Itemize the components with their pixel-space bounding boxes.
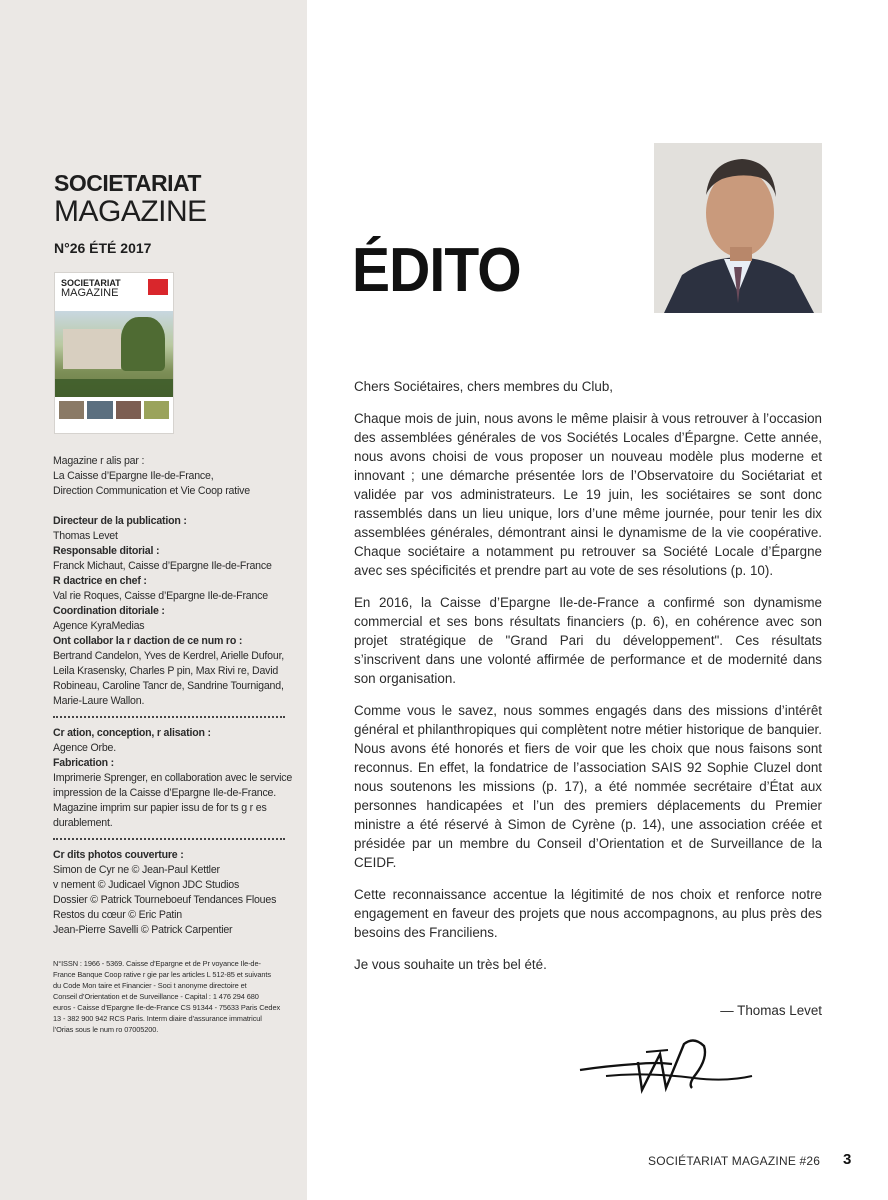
credit-value: Jean-Pierre Savelli © Patrick Carpentier: [53, 924, 233, 936]
credit-realise-line: Direction Communication et Vie Coop rative: [53, 485, 250, 497]
cover-caption-band: [55, 379, 173, 397]
cover-title-1: SOCIETARIAT: [61, 278, 121, 288]
credits-block: [53, 454, 293, 938]
credit-realise-line: La Caisse d’Epargne Ile-de-France,: [53, 470, 214, 482]
credit-value: impression de la Caisse d’Epargne Ile-de-France.: [53, 787, 276, 799]
legal-line: du Code Mon taire et Financier - Soci t anonyme directoire et: [53, 981, 247, 990]
credit-label: Cr ation, conception, r alisation :: [53, 727, 211, 739]
issue-number: N°26 ÉTÉ 2017: [54, 240, 152, 256]
credit-value: Magazine imprim sur papier issu de for ts g r es: [53, 802, 267, 814]
credit-label: Responsable ditorial :: [53, 545, 160, 557]
credit-value: v nement © Judicael Vignon JDC Studios: [53, 879, 240, 891]
credit-value: durablement.: [53, 817, 113, 829]
masthead-line-1: SOCIETARIAT: [54, 170, 201, 196]
page-number: 3: [843, 1151, 852, 1168]
masthead-line-2: MAGAZINE: [54, 195, 207, 228]
cover-logo-icon: [148, 279, 168, 295]
credit-label: R dactrice en chef :: [53, 575, 147, 587]
credit-label: Coordination ditoriale :: [53, 605, 165, 617]
credit-value: Agence KyraMedias: [53, 620, 145, 632]
editorial-body: [354, 377, 822, 987]
editorial-paragraph: En 2016, la Caisse d’Epargne Ile-de-France a confirmé son dynamisme commercial et ses bons résultats financiers (p. 6), en cohérence avec son projet stratégique de "Grand Pari du développement". Ces résultats s’inscrivent dans une volonté affirmée de performance et de modernité dans son organisation.: [354, 595, 822, 686]
credit-value: Leila Krasensky, Charles P pin, Max Rivi re, David: [53, 665, 279, 677]
credit-value: Franck Michaut, Caisse d’Epargne Ile-de-France: [53, 560, 272, 572]
credit-value: Thomas Levet: [53, 530, 118, 542]
legal-line: euros - Caisse d’Epargne Ile-de-France CS 91344 - 75633 Paris Cedex: [53, 1003, 281, 1012]
editorial-paragraph: Comme vous le savez, nous sommes engagés dans des missions d’intérêt général et philanthropiques qui complètent notre métier historique de banquier. Nous avons été honorés et fiers de voir que les choix que nous faisons sont reconnus. En effet, la fondatrice de l’association SAIS 92 Sophie Cluzel dont nous soutenons les missions (p. 17), a été nommée secrétaire d’État aux personnes handicapées et l’un des premiers déplacements du Premier ministre a été réservé à Simon de Cyrène (p. 14), une association créée et présidée par un membre du Conseil d’Orientation et de Surveillance de la CEIDF.: [354, 703, 822, 870]
author-portrait: [654, 143, 822, 313]
author-signoff: — Thomas Levet: [720, 1003, 822, 1018]
cover-title-2: MAGAZINE: [61, 287, 119, 299]
magazine-masthead: [54, 172, 207, 227]
editorial-paragraph: Chaque mois de juin, nous avons le même plaisir à vous retrouver à l’occasion des assemblées générales de vos Sociétés Locales d’Épargne. Cette année, nous avons choisi de vous proposer un nouveau modèle plus moderne et innovant ; une démarche présentée lors de l’Observatoire du Sociétariat et validée par vos administrateurs. Le 19 juin, les sociétaires se sont donc rassemblés dans un lieu unique, lors d’une même journée, pour tenir les dix assemblées générales, démontrant ainsi le dynamisme de la vie coopérative. Chaque sociétaire a notamment pu retrouver sa Société Locale d’Épargne avec ses spécificités et prendre part au vote de ses résolutions (p. 10).: [354, 411, 822, 578]
legal-line: France Banque Coop rative r gie par les articles L 512-85 et suivants: [53, 970, 271, 979]
credit-value: Bertrand Candelon, Yves de Kerdrel, Arielle Dufour,: [53, 650, 285, 662]
editorial-salutation: Chers Sociétaires, chers membres du Club,: [354, 379, 613, 394]
dotted-divider: [53, 716, 285, 718]
editorial-paragraph: Cette reconnaissance accentue la légitimité de nos choix et renforce notre engagement en faveur des projets que nous accompagnons, au plus près des besoins des Franciliens.: [354, 887, 822, 940]
legal-notice: [53, 958, 288, 1035]
footer-magazine-name: SOCIÉTARIAT MAGAZINE #26: [648, 1154, 821, 1168]
legal-line: Conseil d’Orientation et de Surveillance - Capital : 1 476 294 680: [53, 992, 259, 1001]
credit-value: Val rie Roques, Caisse d’Epargne Ile-de-France: [53, 590, 268, 602]
credit-value: Marie-Laure Wallon.: [53, 695, 145, 707]
credit-label: Fabrication :: [53, 757, 114, 769]
credit-label: Ont collabor la r daction de ce num ro :: [53, 635, 243, 647]
credit-value: Imprimerie Sprenger, en collaboration avec le service: [53, 772, 293, 784]
credit-label: Cr dits photos couverture :: [53, 849, 184, 861]
credit-value: Restos du cœur © Eric Patin: [53, 909, 182, 921]
credit-value: Robineau, Caroline Tancr de, Sandrine Tournigand,: [53, 680, 284, 692]
signature-icon: [576, 1032, 756, 1096]
dotted-divider: [53, 838, 285, 840]
credit-value: Simon de Cyr ne © Jean-Paul Kettler: [53, 864, 220, 876]
cover-thumbs: [59, 401, 169, 419]
legal-line: l’Orias sous le num ro 07005200.: [53, 1025, 159, 1034]
legal-line: 13 - 382 900 942 RCS Paris. Interm diaire d’assurance immatricul: [53, 1014, 262, 1023]
cover-thumbnail: [54, 272, 174, 434]
credit-realise-label: Magazine r alis par :: [53, 455, 145, 467]
credit-value: Agence Orbe.: [53, 742, 116, 754]
credit-value: Dossier © Patrick Tourneboeuf Tendances Floues: [53, 894, 277, 906]
editorial-paragraph: Je vous souhaite un très bel été.: [354, 957, 547, 972]
legal-line: N°ISSN : 1966 - 5369. Caisse d’Epargne et de Pr voyance Ile-de-: [53, 959, 261, 968]
credit-label: Directeur de la publication :: [53, 515, 187, 527]
page-title: ÉDITO: [352, 236, 521, 305]
